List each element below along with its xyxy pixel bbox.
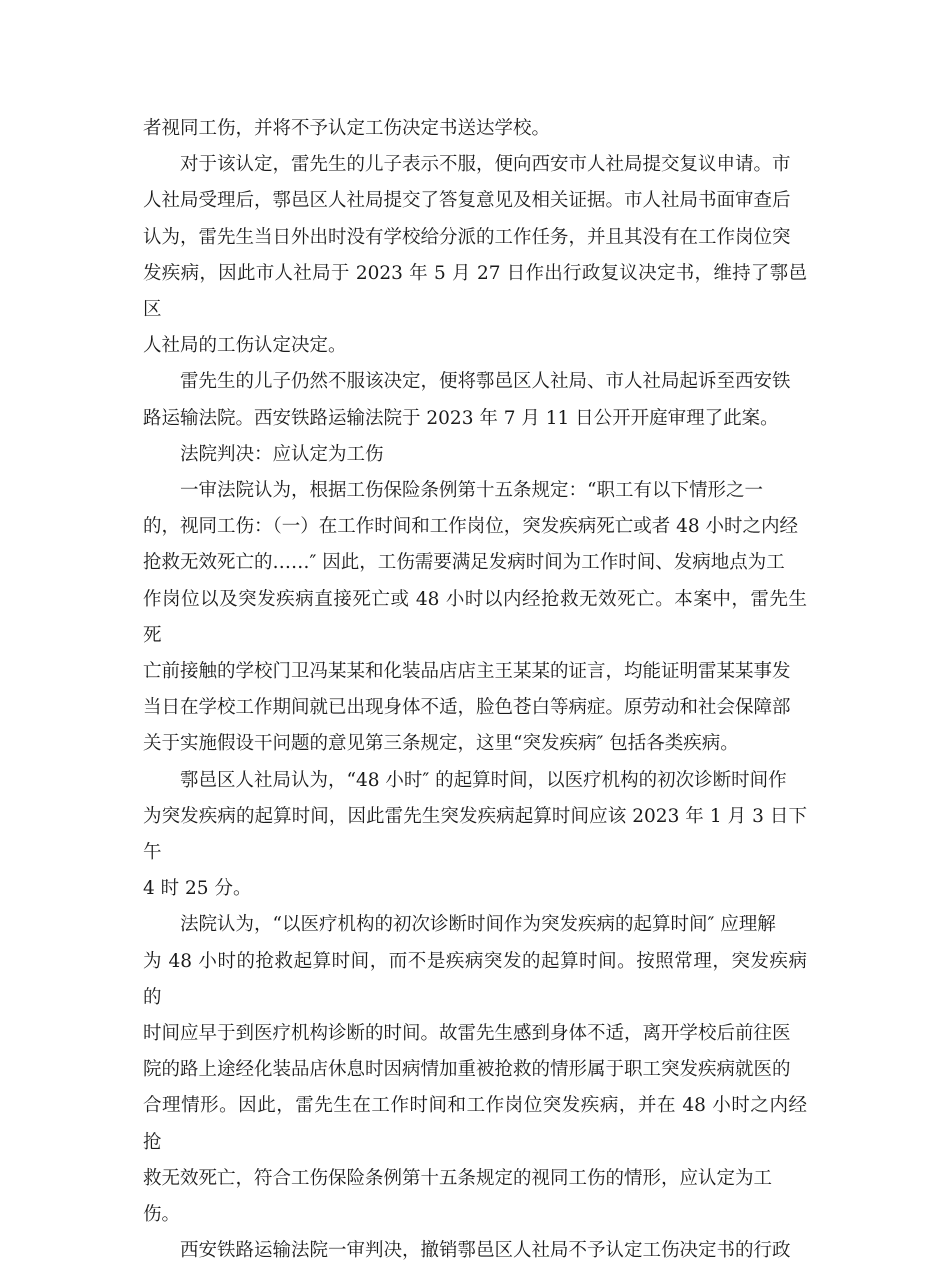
paragraph-court-opinion: 法院认为，“以医疗机构的初次诊断时间作为突发疾病的起算时间″ 应理解 为 48 小时的抢救起算时间，而不是疾病突发的起算时间。按照常理，突发疾病的 时间应早于到医疗机构诊断的时间。故雷先生感到身体不适，离开学校后前往医 院的路上途经化装品店休息时因病情加重被抢救的情形属于职工突发疾病就医的 合理情形。因此，雷先生在工作时间和工作岗位突发疾病，并在 48 小时之内经抢 救无效死亡，符合工伤保险条例第十五条规定的视同工伤的情形，应认定为工 伤。 xyxy=(143,914,807,1226)
paragraph-first-instance: 一审法院认为，根据工伤保险条例第十五条规定：“职工有以下情形之一 的，视同工伤：（一）在工作时间和工作岗位，突发疾病死亡或者 48 小时之内经 抢救无效死亡的……″ 因此，工伤需要满足发病时间为工作时间、发病地点为工 作岗位以及突发疾病直接死亡或 48 小时以内经抢救无效死亡。本案中，雷先生死 亡前接触的学校门卫冯某某和化装品店店主王某某的证言，均能证明雷某某事发 当日在学校工作期间就已出现身体不适，脸色苍白等病症。原劳动和社会保障部 关于实施假设干问题的意见第三条规定，这里“突发疾病″ 包括各类疾病。 xyxy=(143,480,807,755)
paragraph-appeal: 对于该认定，雷先生的儿子表示不服，便向西安市人社局提交复议申请。市 人社局受理后，鄠邑区人社局提交了答复意见及相关证据。市人社局书面审查后 认为，雷先生当日外出时没有学校给分派的工作任务，并且其没有在工作岗位突 发疾病，因此市人社局于 2023 年 5 月 27 日作出行政复议决定书，维持了鄠邑区 人社局的工伤认定决定。 xyxy=(143,154,807,357)
paragraph-bureau-opinion: 鄠邑区人社局认为，“48 小时″ 的起算时间，以医疗机构的初次诊断时间作 为突发疾病的起算时间，因此雷先生突发疾病起算时间应该 2023 年 1 月 3 日下午 4 时 25 分。 xyxy=(143,769,807,900)
paragraph-continuation: 者视同工伤，并将不予认定工伤决定书送达学校。 xyxy=(143,118,551,139)
section-heading: 法院判决：应认定为工伤 xyxy=(180,443,384,465)
paragraph-lawsuit: 雷先生的儿子仍然不服该决定，便将鄠邑区人社局、市人社局起诉至西安铁 路运输法院。西安铁路运输法院于 2023 年 7 月 11 日公开开庭审理了此案。 xyxy=(143,371,791,429)
paragraph-judgment: 西安铁路运输法院一审判决，撤销鄠邑区人社局不予认定工伤决定书的行政 xyxy=(180,1240,791,1262)
document-body xyxy=(143,111,807,1270)
